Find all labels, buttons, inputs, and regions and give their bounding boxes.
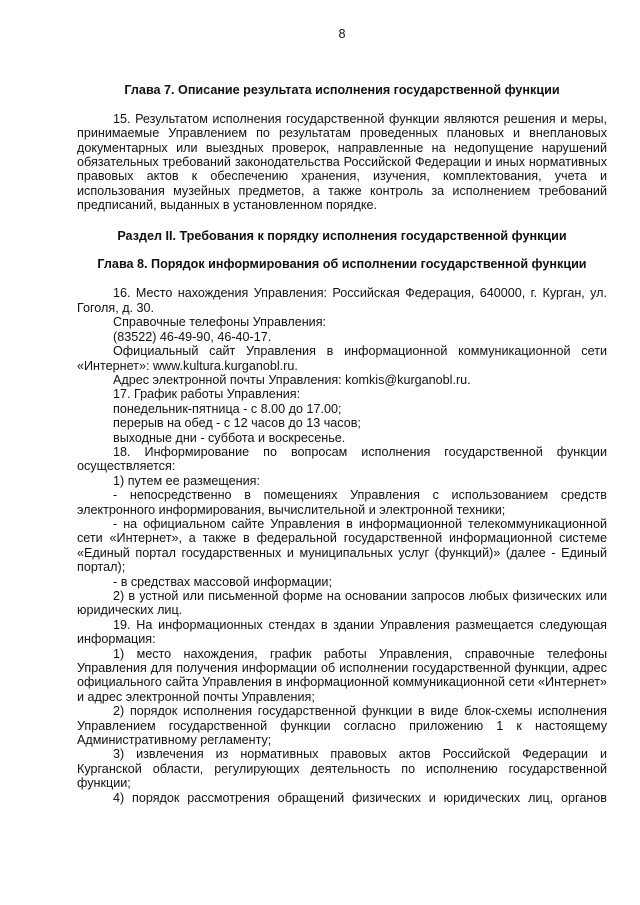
paragraph-18-item-2: 2) в устной или письменной форме на основании запросов любых физических или юридических лиц. — [77, 589, 607, 618]
paragraph-18-item-1: 1) путем ее размещения: — [113, 473, 260, 488]
section-2-heading: Раздел II. Требования к порядку исполнения государственной функции — [117, 228, 567, 243]
paragraph-19-item-4: 4) порядок рассмотрения обращений физических и юридических лиц, органов — [113, 790, 607, 805]
paragraph-19-item-1: 1) место нахождения, график работы Управления, справочные телефоны Управления для получения информации об исполнении государственной функции, адрес официального сайта Управления в информационной коммуникационной сети «Интернет» и адрес электронной почты Управления; — [77, 646, 607, 704]
paragraph-19-item-3: 3) извлечения из нормативных правовых актов Российской Федерации и Курганской области, регулирующих деятельность по исполнению государственной функции; — [77, 747, 607, 791]
paragraph-18-item-1c: - в средствах массовой информации; — [113, 574, 332, 589]
chapter-7-heading: Глава 7. Описание результата исполнения государственной функции — [124, 83, 560, 98]
phones-label: Справочные телефоны Управления: — [113, 315, 327, 330]
email-paragraph: Адрес электронной почты Управления: komkis@kurganobl.ru. — [113, 372, 471, 387]
phones-value: (83522) 46-49-90, 46-40-17. — [113, 329, 272, 344]
website-paragraph: Официальный сайт Управления в информационной коммуникационной сети «Интернет»: www.kultura.kurganobl.ru. — [77, 344, 607, 373]
paragraph-17: 17. График работы Управления: — [113, 387, 301, 402]
hours-lunch: перерыв на обед - с 12 часов до 13 часов; — [113, 416, 361, 431]
paragraph-16: 16. Место нахождения Управления: Российская Федерация, 640000, г. Курган, ул. Гоголя, д. 30. — [77, 286, 607, 315]
paragraph-15: 15. Результатом исполнения государственной функции являются решения и меры, принимаемые Управлением по результатам проведенных плановых и внеплановых документарных или выездных проверок, направленные на недопущение нарушений обязательных требований законодательства Российской Федерации и иных нормативных правовых актов к обеспечению хранения, изучения, комплектования, учета и использования музейных предметов, а также контроль за исполнением требований предписаний, выданных в установленном порядке. — [77, 111, 607, 213]
paragraph-18: 18. Информирование по вопросам исполнения государственной функции осуществляется: — [77, 444, 607, 474]
chapter-8-heading: Глава 8. Порядок информирования об исполнении государственной функции — [97, 257, 587, 272]
paragraph-18-item-1b: - на официальном сайте Управления в информационной телекоммуникационной сети «Интернет», а также в федеральной государственной информационной системе «Единый портал государственных и муниципальных услуг (функций)» (далее - Единый портал); — [77, 516, 607, 575]
paragraph-18-item-1a: - непосредственно в помещениях Управления с использованием средств электронного информирования, вычислительной и электронной техники; — [77, 488, 607, 517]
paragraph-19: 19. На информационных стендах в здании Управления размещается следующая информация: — [77, 617, 607, 647]
hours-weekend: выходные дни - суббота и воскресенье. — [113, 430, 346, 445]
paragraph-19-item-2: 2) порядок исполнения государственной функции в виде блок-схемы исполнения Управлением государственной функции согласно приложению 1 к настоящему Административному регламенту; — [77, 704, 607, 748]
hours-weekdays: понедельник-пятница - с 8.00 до 17.00; — [113, 401, 342, 416]
page-number: 8 — [338, 27, 346, 41]
